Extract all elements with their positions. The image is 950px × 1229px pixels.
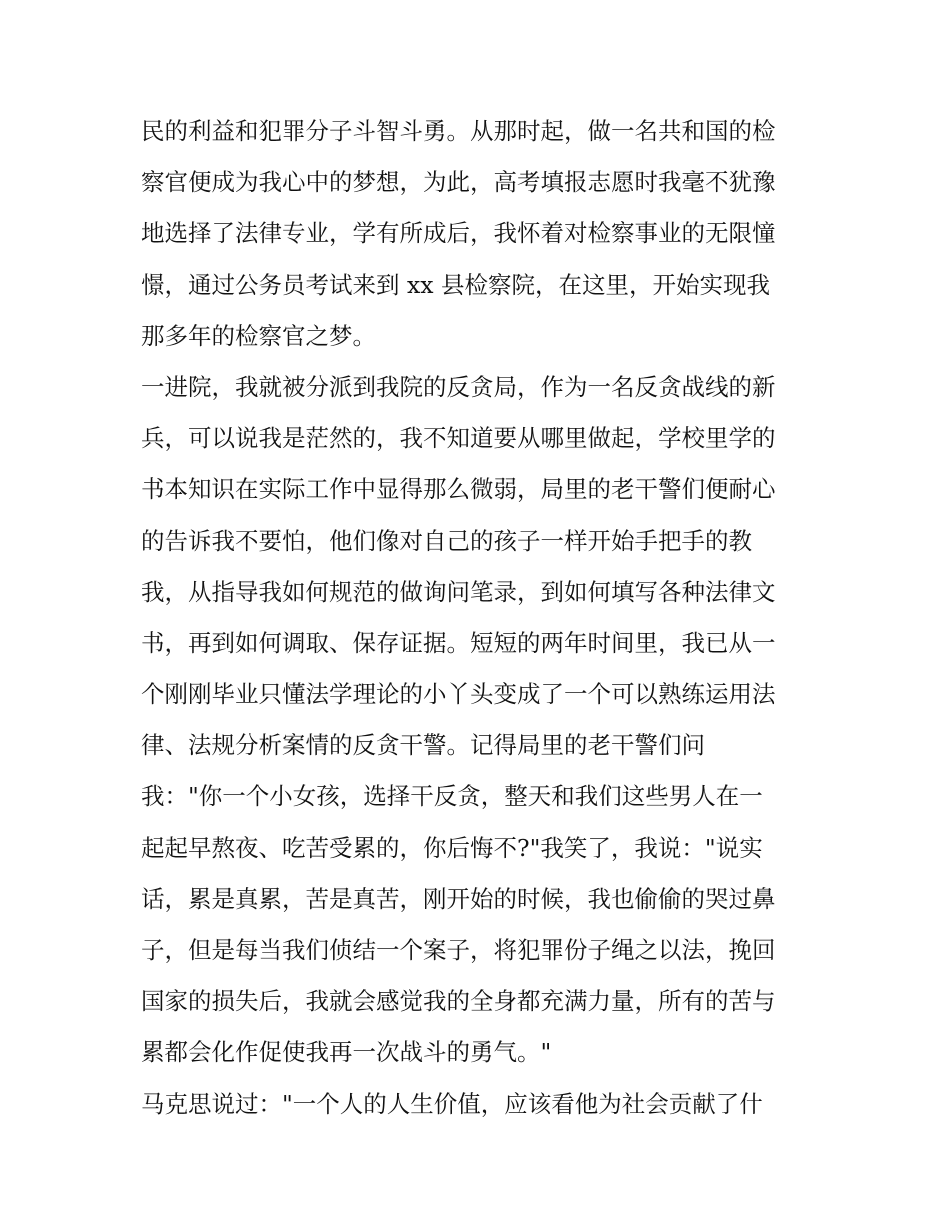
text-line: 憬，通过公务员考试来到 xx 县检察院，在这里，开始实现我 [141, 270, 770, 299]
text-line: 书，再到如何调取、保存证据。短短的两年时间里，我已从一 [141, 628, 776, 657]
text-line: 子，但是每当我们侦结一个案子，将犯罪份子绳之以法，挽回 [141, 936, 776, 964]
text-line: 民的利益和犯罪分子斗智斗勇。从那时起，做一名共和国的检 [141, 117, 776, 145]
text-line: 个刚刚毕业只懂法学理论的小丫头变成了一个可以熟练运用法 [141, 680, 776, 709]
text-line: 话，累是真累，苦是真苦，刚开始的时候，我也偷偷的哭过鼻 [141, 884, 776, 913]
body-text [141, 106, 821, 1130]
text-line: 我，从指导我如何规范的做询问笔录，到如何填写各种法律文 [141, 577, 776, 606]
text-line: 律、法规分析案情的反贪干警。记得局里的老干警们问 [141, 731, 705, 760]
text-line: 察官便成为我心中的梦想，为此，高考填报志愿时我毫不犹豫 [141, 168, 776, 197]
text-line: 累都会化作促使我再一次战斗的勇气。" [141, 1038, 552, 1067]
text-line: 那多年的检察官之梦。 [141, 321, 376, 350]
text-line: 地选择了法律专业，学有所成后，我怀着对检察事业的无限憧 [141, 219, 776, 248]
text-line: 起起早熬夜、吃苦受累的，你后悔不?"我笑了，我说："说实 [141, 833, 763, 862]
text-line: 马克思说过："一个人的人生价值，应该看他为社会贡献了什 [141, 1089, 763, 1118]
text-line: 一进院，我就被分派到我院的反贪局，作为一名反贪战线的新 [141, 372, 776, 401]
text-line: 书本知识在实际工作中显得那么微弱，局里的老干警们便耐心 [141, 475, 776, 504]
text-line: 兵，可以说我是茫然的，我不知道要从哪里做起，学校里学的 [141, 424, 776, 453]
text-line: 我："你一个小女孩，选择干反贪，整天和我们这些男人在一 [141, 782, 763, 811]
text-line: 国家的损失后，我就会感觉我的全身都充满力量，所有的苦与 [141, 987, 776, 1016]
text-line: 的告诉我不要怕，他们像对自己的孩子一样开始手把手的教 [141, 526, 752, 555]
